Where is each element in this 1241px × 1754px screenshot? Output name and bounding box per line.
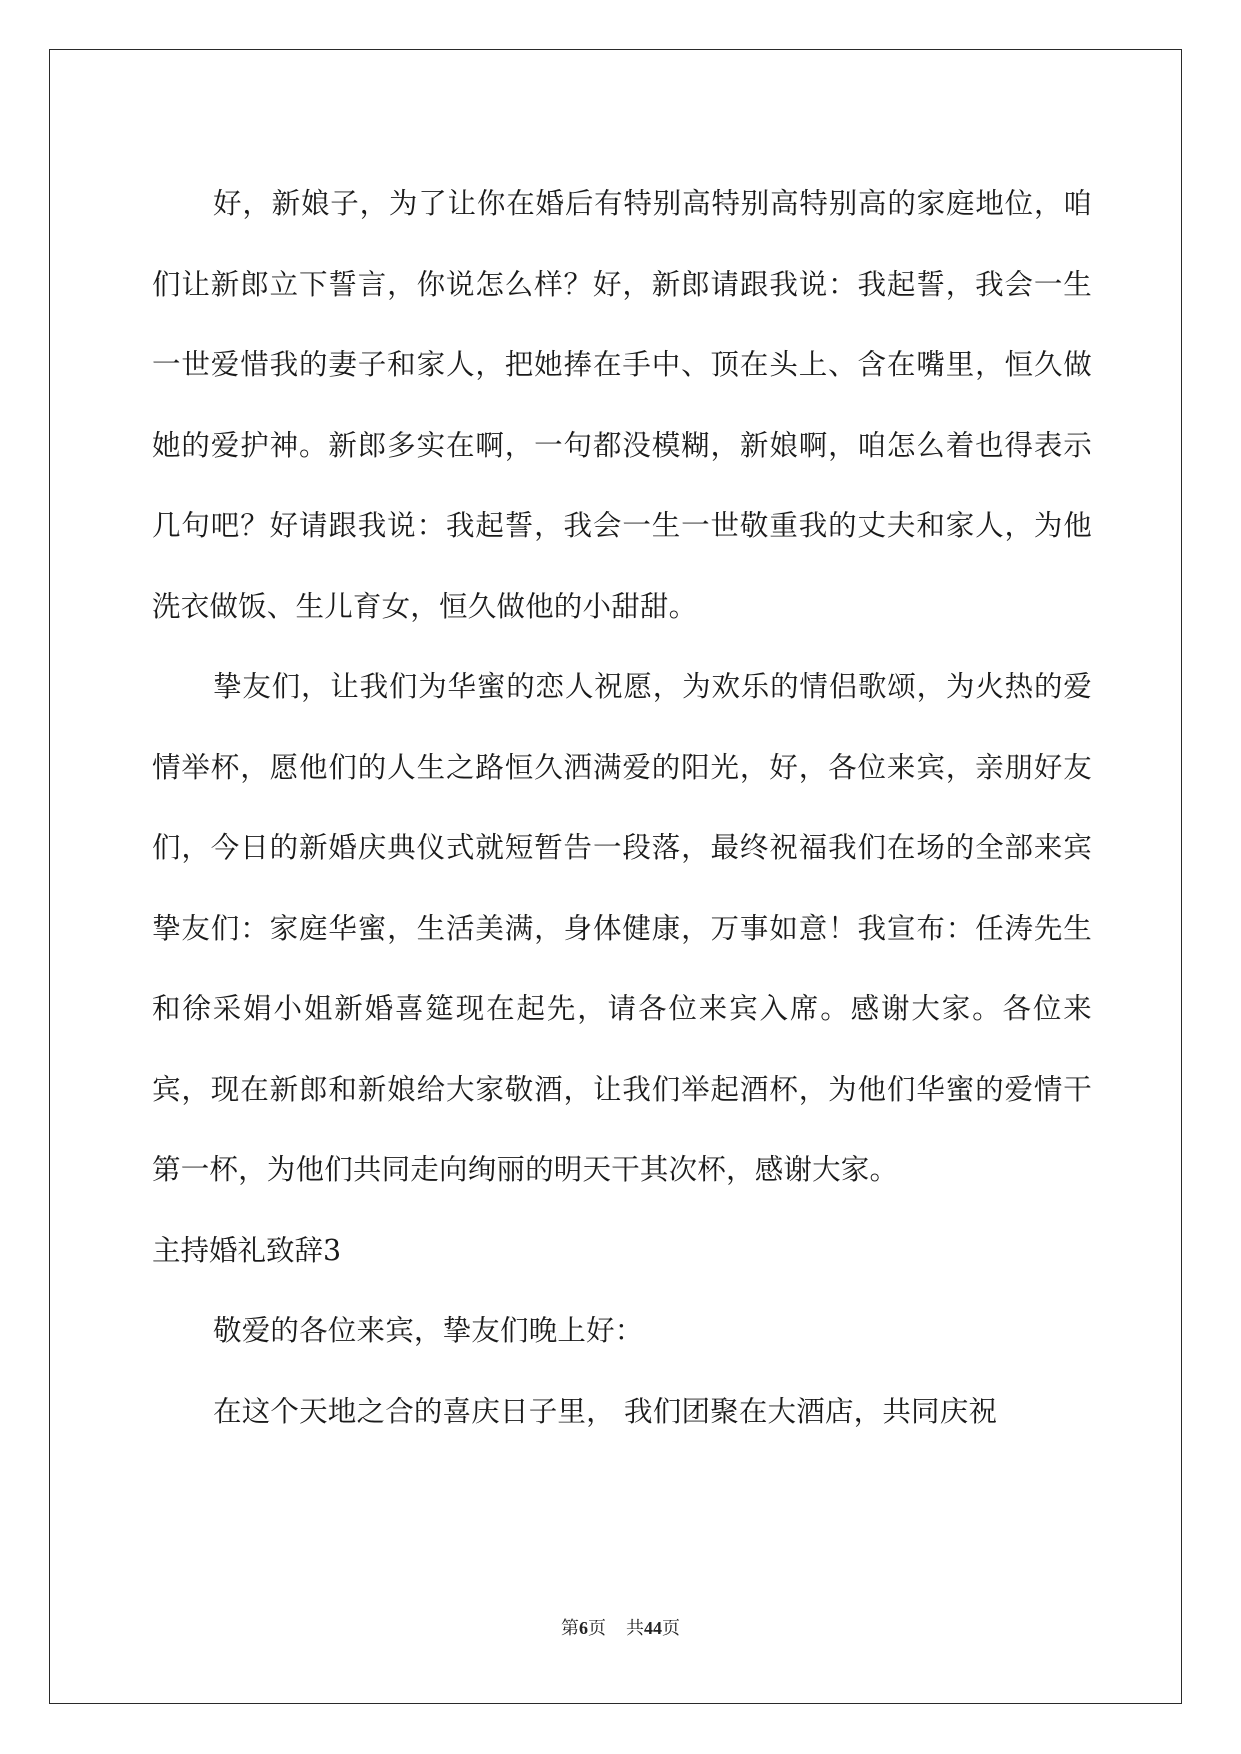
document-body (152, 164, 1092, 1452)
page-number: 6 (579, 1618, 588, 1638)
paragraph-greeting: 敬爱的各位来宾，挚友们晚上好： (213, 1314, 644, 1347)
paragraph-toast: 挚友们，让我们为华蜜的恋人祝愿，为欢乐的情侣歌颂，为火热的爱情举杯，愿他们的人生之路恒久洒满爱的阳光，好，各位来宾，亲朋好友们，今日的新婚庆典仪式就短暂告一段落，最终祝福我们在场的全部来宾挚友们：家庭华蜜，生活美满，身体健康，万事如意！我宣布：任涛先生和徐采娟小姐新婚喜筵现在起先，请各位来宾入席。感谢大家。各位来宾，现在新郎和新娘给大家敬酒，让我们举起酒杯，为他们华蜜的爱情干第一杯，为他们共同走向绚丽的明天干其次杯，感谢大家。 (152, 670, 1092, 1186)
page-suffix: 页 (588, 1618, 606, 1639)
paragraph-vows: 好，新娘子，为了让你在婚后有特别高特别高特别高的家庭地位，咱们让新郎立下誓言，你说怎么样？好，新郎请跟我说：我起誓，我会一生一世爱惜我的妻子和家人，把她捧在手中、顶在头上、含在嘴里，恒久做她的爱护神。新郎多实在啊，一句都没模糊，新娘啊，咱怎么着也得表示几句吧？好请跟我说：我起誓，我会一生一世敬重我的丈夫和家人，为他洗衣做饭、生儿育女，恒久做他的小甜甜。 (152, 187, 1092, 623)
total-pages: 44 (644, 1618, 662, 1638)
section-heading: 主持婚礼致辞3 (152, 1233, 342, 1267)
page-prefix: 第 (561, 1618, 579, 1639)
paragraph-opening: 在这个天地之合的喜庆日子里， 我们团聚在大酒店，共同庆祝 (213, 1394, 998, 1428)
total-suffix: 页 (662, 1618, 680, 1639)
page-footer (0, 1616, 1241, 1641)
total-prefix: 共 (626, 1618, 644, 1639)
